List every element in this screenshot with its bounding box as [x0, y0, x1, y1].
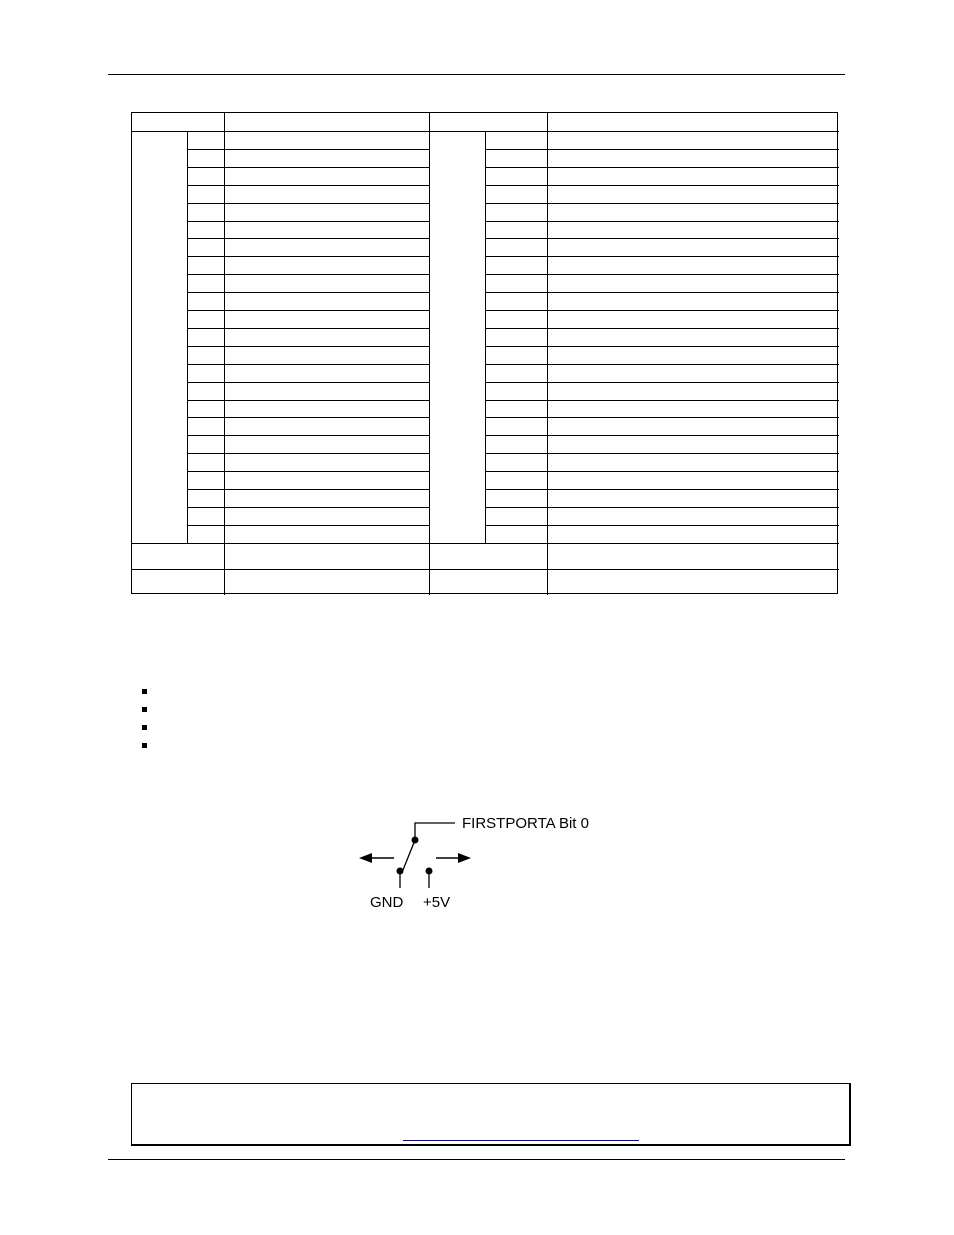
switch-diagram	[340, 800, 640, 920]
table-row-rule	[485, 292, 839, 293]
pin-table	[131, 112, 838, 594]
table-row-rule	[485, 328, 839, 329]
signal-label: FIRSTPORTA Bit 0	[462, 815, 589, 832]
header-rule	[108, 74, 845, 75]
table-row-rule	[187, 274, 429, 275]
table-col-divider	[429, 113, 430, 595]
table-row-rule	[187, 525, 429, 526]
table-row-rule	[187, 364, 429, 365]
table-row-rule	[187, 238, 429, 239]
table-subcol-divider	[187, 131, 188, 543]
table-row-rule	[187, 400, 429, 401]
note-link-underline[interactable]	[403, 1140, 639, 1141]
table-row-rule	[187, 507, 429, 508]
table-row-rule	[485, 185, 839, 186]
table-row-rule	[187, 221, 429, 222]
table-row-rule	[187, 346, 429, 347]
footer-rule	[108, 1159, 845, 1160]
table-row-rule	[187, 435, 429, 436]
table-row-rule	[132, 543, 839, 544]
list-bullet	[142, 689, 147, 694]
table-row-rule	[187, 167, 429, 168]
table-row-rule	[187, 310, 429, 311]
table-row-rule	[187, 489, 429, 490]
table-subcol-divider	[485, 131, 486, 543]
table-row-rule	[132, 569, 839, 570]
table-row-rule	[485, 382, 839, 383]
table-row-rule	[485, 417, 839, 418]
table-row-rule	[485, 221, 839, 222]
table-row-rule	[485, 149, 839, 150]
table-row-rule	[485, 203, 839, 204]
table-row-rule	[485, 256, 839, 257]
list-bullet	[142, 725, 147, 730]
table-row-rule	[485, 471, 839, 472]
table-row-rule	[187, 185, 429, 186]
table-row-rule	[485, 435, 839, 436]
note-box	[131, 1083, 851, 1146]
switch-blade	[403, 840, 415, 870]
table-row-rule	[485, 525, 839, 526]
table-row-rule	[187, 417, 429, 418]
table-row-rule	[187, 382, 429, 383]
table-row-rule	[187, 328, 429, 329]
table-row-rule	[485, 346, 839, 347]
table-row-rule	[485, 310, 839, 311]
table-row-rule	[485, 453, 839, 454]
table-row-rule	[187, 453, 429, 454]
table-row-rule	[187, 256, 429, 257]
table-row-rule	[485, 274, 839, 275]
table-header-rule	[132, 131, 839, 132]
list-bullet	[142, 743, 147, 748]
table-row-rule	[485, 238, 839, 239]
table-row-rule	[187, 292, 429, 293]
table-row-rule	[485, 400, 839, 401]
list-bullet	[142, 707, 147, 712]
table-row-rule	[485, 507, 839, 508]
table-row-rule	[187, 149, 429, 150]
table-row-rule	[187, 203, 429, 204]
table-row-rule	[485, 489, 839, 490]
vcc-label: +5V	[423, 894, 451, 911]
gnd-label: GND	[370, 894, 404, 911]
signal-lead-line	[415, 823, 455, 840]
table-row-rule	[485, 364, 839, 365]
table-row-rule	[485, 167, 839, 168]
table-row-rule	[187, 471, 429, 472]
right-arrow-head	[458, 853, 471, 863]
left-arrow-head	[359, 853, 372, 863]
